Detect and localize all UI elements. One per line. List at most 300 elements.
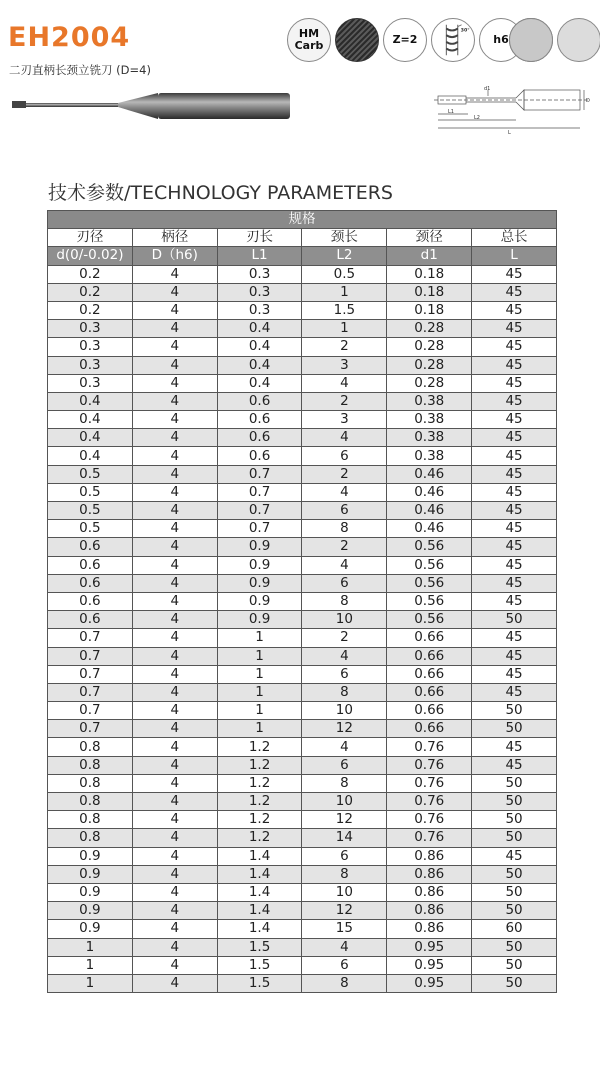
technical-drawing (428, 84, 594, 136)
table-cell: 8 (302, 774, 387, 792)
table-cell: 4 (132, 447, 217, 465)
table-cell: 4 (132, 465, 217, 483)
table-cell: 4 (132, 502, 217, 520)
table-cell: 0.8 (48, 829, 133, 847)
table-cell: 0.56 (387, 538, 472, 556)
table-cell: 4 (302, 374, 387, 392)
carbide-badge (287, 18, 331, 62)
table-cell: 4 (132, 338, 217, 356)
table-cell: 4 (132, 865, 217, 883)
table-cell: 1.2 (217, 811, 302, 829)
table-cell: 45 (472, 756, 557, 774)
table-row (48, 301, 557, 319)
table-cell: 4 (132, 429, 217, 447)
table-cell: 0.56 (387, 556, 472, 574)
table-cell: 1 (302, 320, 387, 338)
table-cell: 0.76 (387, 811, 472, 829)
table-cell: 0.6 (217, 429, 302, 447)
table-cell: 2 (302, 538, 387, 556)
table-cell: 0.4 (48, 429, 133, 447)
carbide-badge-line2: Carb (294, 39, 324, 52)
table-cell: 1 (217, 702, 302, 720)
table-cell: 0.3 (217, 283, 302, 301)
table-cell: 4 (132, 320, 217, 338)
column-header: 柄径 (132, 229, 217, 247)
table-row (48, 883, 557, 901)
table-row (48, 320, 557, 338)
table-cell: 1 (217, 665, 302, 683)
table-cell: 4 (302, 429, 387, 447)
table-row (48, 429, 557, 447)
table-cell: 45 (472, 574, 557, 592)
table-cell: 6 (302, 574, 387, 592)
table-cell: 4 (132, 538, 217, 556)
table-cell: 0.9 (217, 556, 302, 574)
table-row (48, 829, 557, 847)
tolerance-badge-label: h6 (493, 33, 509, 46)
table-cell: 8 (302, 683, 387, 701)
table-cell: 10 (302, 883, 387, 901)
table-cell: 1 (217, 647, 302, 665)
table-cell: 50 (472, 938, 557, 956)
table-cell: 0.9 (48, 847, 133, 865)
table-cell: 4 (132, 920, 217, 938)
table-row (48, 338, 557, 356)
table-cell: 0.66 (387, 647, 472, 665)
product-code: EH2004 (8, 22, 131, 53)
table-cell: 4 (132, 483, 217, 501)
table-cell: 0.4 (217, 356, 302, 374)
table-cell: 4 (132, 374, 217, 392)
table-cell: 0.9 (48, 883, 133, 901)
table-cell: 1.2 (217, 756, 302, 774)
table-cell: 0.7 (217, 502, 302, 520)
table-cell: 4 (132, 301, 217, 319)
table-cell: 0.4 (48, 411, 133, 429)
table-cell: 0.28 (387, 320, 472, 338)
table-cell: 4 (132, 883, 217, 901)
table-cell: 45 (472, 265, 557, 283)
table-cell: 45 (472, 465, 557, 483)
table-cell: 0.18 (387, 265, 472, 283)
table-cell: 0.3 (48, 356, 133, 374)
table-row (48, 774, 557, 792)
flutes-badge-label: Z=2 (392, 33, 418, 46)
table-cell: 0.66 (387, 629, 472, 647)
table-cell: 0.6 (217, 392, 302, 410)
coating-badge (335, 18, 379, 62)
table-cell: 45 (472, 483, 557, 501)
table-cell: 15 (302, 920, 387, 938)
table-cell: 0.4 (48, 447, 133, 465)
table-cell: 60 (472, 920, 557, 938)
table-cell: 1.4 (217, 902, 302, 920)
table-cell: 0.7 (48, 702, 133, 720)
table-row (48, 720, 557, 738)
table-cell: 45 (472, 447, 557, 465)
table-row (48, 865, 557, 883)
table-cell: 0.5 (48, 520, 133, 538)
table-row (48, 502, 557, 520)
table-cell: 0.4 (217, 374, 302, 392)
table-row (48, 574, 557, 592)
table-cell: 0.9 (217, 538, 302, 556)
table-cell: 0.2 (48, 301, 133, 319)
table-cell: 0.56 (387, 592, 472, 610)
table-cell: 4 (132, 956, 217, 974)
table-cell: 3 (302, 356, 387, 374)
table-cell: 4 (132, 756, 217, 774)
table-cell: 0.46 (387, 465, 472, 483)
table-cell: 0.3 (48, 320, 133, 338)
table-cell: 45 (472, 538, 557, 556)
table-cell: 4 (132, 283, 217, 301)
table-cell: 45 (472, 683, 557, 701)
table-cell: 0.2 (48, 283, 133, 301)
column-symbol: d(0/-0.02) (48, 247, 133, 265)
table-cell: 6 (302, 665, 387, 683)
flutes-badge (383, 18, 427, 62)
table-cell: 0.8 (48, 756, 133, 774)
table-cell: 1.4 (217, 920, 302, 938)
table-row (48, 611, 557, 629)
table-cell: 12 (302, 720, 387, 738)
table-cell: 12 (302, 902, 387, 920)
table-cell: 50 (472, 811, 557, 829)
table-row (48, 974, 557, 992)
table-cell: 0.6 (48, 556, 133, 574)
table-cell: 0.3 (217, 301, 302, 319)
table-cell: 0.86 (387, 920, 472, 938)
table-cell: 4 (302, 938, 387, 956)
table-cell: 4 (132, 520, 217, 538)
table-cell: 0.4 (217, 320, 302, 338)
table-cell: 4 (132, 411, 217, 429)
table-cell: 4 (132, 847, 217, 865)
table-row (48, 483, 557, 501)
table-cell: 0.46 (387, 520, 472, 538)
table-row (48, 902, 557, 920)
table-row (48, 756, 557, 774)
helix-icon (432, 18, 474, 62)
table-cell: 0.7 (48, 683, 133, 701)
table-cell: 50 (472, 956, 557, 974)
column-header: 颈径 (387, 229, 472, 247)
section-title: 技术参数/TECHNOLOGY PARAMETERS (48, 182, 393, 204)
drawing-label-l1: L1 (448, 109, 454, 115)
table-cell: 50 (472, 974, 557, 992)
table-cell: 50 (472, 774, 557, 792)
table-cell: 4 (132, 774, 217, 792)
table-cell: 1.4 (217, 883, 302, 901)
table-cell: 4 (132, 629, 217, 647)
table-cell: 1.5 (217, 974, 302, 992)
table-row (48, 938, 557, 956)
table-cell: 0.18 (387, 301, 472, 319)
table-cell: 0.86 (387, 883, 472, 901)
table-row (48, 920, 557, 938)
table-cell: 50 (472, 720, 557, 738)
table-cell: 0.7 (217, 520, 302, 538)
table-cell: 0.5 (48, 483, 133, 501)
product-subtitle: 二刃直柄长颈立铣刀 (D=4) (9, 63, 151, 77)
table-row (48, 447, 557, 465)
table-row (48, 647, 557, 665)
table-cell: 0.56 (387, 574, 472, 592)
table-cell: 45 (472, 738, 557, 756)
table-cell: 4 (302, 483, 387, 501)
table-cell: 0.6 (48, 574, 133, 592)
table-cell: 0.66 (387, 683, 472, 701)
blank-badge-1 (509, 18, 553, 62)
table-cell: 0.86 (387, 865, 472, 883)
table-cell: 0.46 (387, 483, 472, 501)
table-cell: 0.2 (48, 265, 133, 283)
drawing-label-l2: L2 (474, 115, 480, 121)
table-cell: 10 (302, 702, 387, 720)
table-cell: 4 (132, 683, 217, 701)
table-row (48, 520, 557, 538)
table-cell: 50 (472, 793, 557, 811)
table-row (48, 538, 557, 556)
table-cell: 2 (302, 629, 387, 647)
table-cell: 1 (48, 974, 133, 992)
table-row (48, 392, 557, 410)
table-cell: 0.9 (48, 920, 133, 938)
table-row (48, 702, 557, 720)
table-cell: 8 (302, 520, 387, 538)
table-cell: 0.9 (48, 902, 133, 920)
table-cell: 4 (132, 356, 217, 374)
table-cell: 0.86 (387, 847, 472, 865)
table-cell: 1 (217, 629, 302, 647)
column-symbol: L1 (217, 247, 302, 265)
table-cell: 45 (472, 502, 557, 520)
table-cell: 45 (472, 520, 557, 538)
table-cell: 2 (302, 338, 387, 356)
table-cell: 0.38 (387, 447, 472, 465)
table-cell: 0.3 (217, 265, 302, 283)
table-cell: 0.46 (387, 502, 472, 520)
table-cell: 1 (302, 283, 387, 301)
table-cell: 45 (472, 629, 557, 647)
table-cell: 45 (472, 356, 557, 374)
carbide-badge-line1: HM (298, 27, 320, 40)
table-cell: 0.28 (387, 374, 472, 392)
table-cell: 1.2 (217, 829, 302, 847)
table-cell: 4 (302, 738, 387, 756)
table-cell: 4 (132, 938, 217, 956)
table-cell: 0.18 (387, 283, 472, 301)
table-cell: 10 (302, 793, 387, 811)
table-row (48, 556, 557, 574)
table-cell: 0.7 (48, 647, 133, 665)
table-cell: 45 (472, 556, 557, 574)
table-cell: 45 (472, 301, 557, 319)
table-cell: 0.6 (48, 611, 133, 629)
table-cell: 0.86 (387, 902, 472, 920)
table-cell: 45 (472, 847, 557, 865)
helix-angle-label: 30° (460, 28, 470, 34)
table-cell: 0.5 (48, 502, 133, 520)
table-cell: 0.38 (387, 392, 472, 410)
table-cell: 0.7 (217, 465, 302, 483)
table-row (48, 793, 557, 811)
table-cell: 0.6 (217, 411, 302, 429)
table-cell: 4 (132, 720, 217, 738)
table-cell: 3 (302, 411, 387, 429)
table-row (48, 374, 557, 392)
table-cell: 0.6 (217, 447, 302, 465)
table-cell: 4 (132, 829, 217, 847)
table-cell: 6 (302, 502, 387, 520)
table-cell: 0.95 (387, 956, 472, 974)
table-cell: 45 (472, 283, 557, 301)
table-cell: 1.2 (217, 774, 302, 792)
table-cell: 0.7 (48, 629, 133, 647)
table-cell: 4 (132, 647, 217, 665)
table-cell: 0.76 (387, 774, 472, 792)
table-cell: 4 (132, 574, 217, 592)
table-row (48, 629, 557, 647)
drawing-label-d: D (586, 98, 590, 104)
table-row (48, 411, 557, 429)
table-cell: 1 (48, 956, 133, 974)
table-cell: 0.76 (387, 793, 472, 811)
column-header: 刃径 (48, 229, 133, 247)
table-cell: 6 (302, 956, 387, 974)
table-cell: 0.76 (387, 738, 472, 756)
table-cell: 1.5 (217, 956, 302, 974)
table-row (48, 592, 557, 610)
table-cell: 1 (217, 683, 302, 701)
column-header: 颈长 (302, 229, 387, 247)
table-cell: 0.9 (217, 611, 302, 629)
column-symbol: d1 (387, 247, 472, 265)
drawing-label-d1: d1 (484, 86, 491, 92)
helix-angle-badge (431, 18, 475, 62)
table-body (48, 265, 557, 993)
table-row (48, 683, 557, 701)
table-cell: 0.8 (48, 738, 133, 756)
table-cell: 12 (302, 811, 387, 829)
table-row (48, 465, 557, 483)
table-cell: 50 (472, 702, 557, 720)
blank-badge-2 (557, 18, 600, 62)
table-group-header: 规格 (48, 211, 557, 229)
table-cell: 1.4 (217, 847, 302, 865)
table-cell: 0.95 (387, 974, 472, 992)
table-cell: 50 (472, 902, 557, 920)
table-cell: 0.56 (387, 611, 472, 629)
table-row (48, 665, 557, 683)
table-cell: 0.38 (387, 411, 472, 429)
table-cell: 1.2 (217, 793, 302, 811)
table-cell: 0.9 (48, 865, 133, 883)
table-cell: 1 (217, 720, 302, 738)
table-cell: 0.3 (48, 374, 133, 392)
column-symbol: L2 (302, 247, 387, 265)
table-cell: 4 (132, 738, 217, 756)
table-cell: 1 (48, 938, 133, 956)
table-cell: 0.66 (387, 720, 472, 738)
table-cell: 0.66 (387, 702, 472, 720)
table-cell: 45 (472, 392, 557, 410)
table-cell: 4 (302, 647, 387, 665)
table-cell: 45 (472, 429, 557, 447)
table-cell: 2 (302, 465, 387, 483)
table-cell: 0.6 (48, 592, 133, 610)
table-cell: 1.5 (302, 301, 387, 319)
table-cell: 0.28 (387, 356, 472, 374)
table-cell: 45 (472, 338, 557, 356)
table-cell: 45 (472, 665, 557, 683)
table-cell: 0.66 (387, 665, 472, 683)
column-header: 总长 (472, 229, 557, 247)
table-row (48, 811, 557, 829)
table-cell: 4 (132, 811, 217, 829)
table-cell: 4 (132, 265, 217, 283)
end-mill-image (8, 88, 298, 130)
table-cell: 14 (302, 829, 387, 847)
table-cell: 6 (302, 847, 387, 865)
table-cell: 4 (132, 556, 217, 574)
table-cell: 8 (302, 865, 387, 883)
table-cell: 0.9 (217, 592, 302, 610)
table-cell: 4 (132, 793, 217, 811)
table-cell: 50 (472, 865, 557, 883)
table-cell: 1.4 (217, 865, 302, 883)
table-cell: 45 (472, 320, 557, 338)
table-cell: 4 (132, 902, 217, 920)
table-cell: 4 (132, 611, 217, 629)
column-symbol: L (472, 247, 557, 265)
drawing-label-l: L (508, 130, 511, 136)
table-cell: 45 (472, 374, 557, 392)
table-cell: 4 (132, 665, 217, 683)
table-row (48, 956, 557, 974)
table-cell: 2 (302, 392, 387, 410)
table-cell: 8 (302, 974, 387, 992)
table-row (48, 265, 557, 283)
table-cell: 0.4 (48, 392, 133, 410)
table-cell: 0.8 (48, 774, 133, 792)
table-cell: 0.4 (217, 338, 302, 356)
table-cell: 0.7 (217, 483, 302, 501)
table-cell: 50 (472, 829, 557, 847)
table-cell: 0.95 (387, 938, 472, 956)
table-cell: 4 (132, 974, 217, 992)
table-cell: 6 (302, 756, 387, 774)
table-cell: 0.6 (48, 538, 133, 556)
table-cell: 4 (302, 556, 387, 574)
table-row (48, 738, 557, 756)
table-cell: 10 (302, 611, 387, 629)
table-cell: 0.8 (48, 793, 133, 811)
column-symbol: D（h6) (132, 247, 217, 265)
table-cell: 0.7 (48, 665, 133, 683)
table-row (48, 847, 557, 865)
table-cell: 45 (472, 647, 557, 665)
table-cell: 50 (472, 611, 557, 629)
table-cell: 50 (472, 883, 557, 901)
table-cell: 0.9 (217, 574, 302, 592)
table-cell: 4 (132, 702, 217, 720)
table-cell: 0.38 (387, 429, 472, 447)
column-header: 刃长 (217, 229, 302, 247)
table-cell: 0.76 (387, 829, 472, 847)
table-cell: 0.28 (387, 338, 472, 356)
